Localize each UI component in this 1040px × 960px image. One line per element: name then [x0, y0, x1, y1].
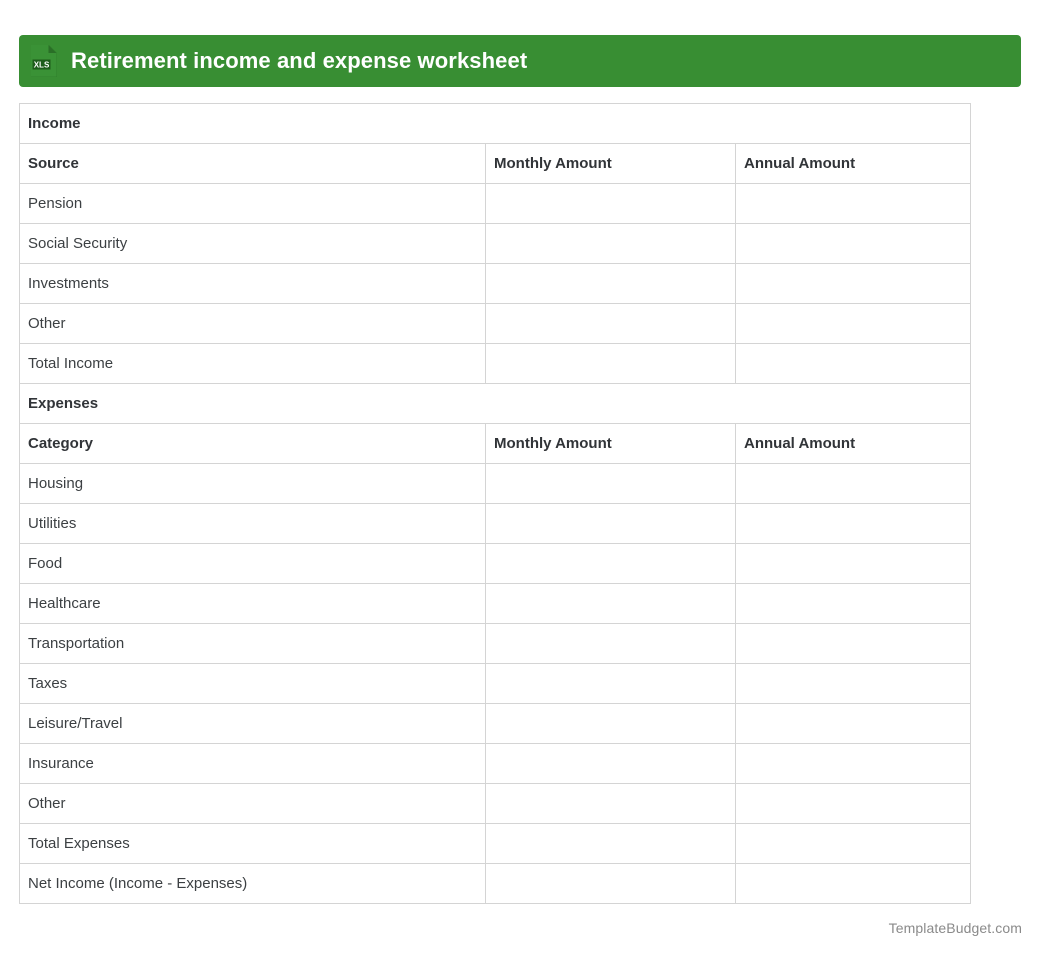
column-header-annual-amount-expenses: Annual Amount [736, 424, 971, 464]
cell-food-annual[interactable] [736, 544, 971, 584]
section-header-row-income [20, 104, 971, 144]
table-row [20, 264, 971, 304]
table-row [20, 344, 971, 384]
retirement-worksheet-table [19, 103, 971, 904]
column-header-category: Category [20, 424, 486, 464]
cell-investments-monthly[interactable] [486, 264, 736, 304]
column-header-source: Source [20, 144, 486, 184]
page-header-bar [19, 35, 1021, 87]
cell-utilities-annual[interactable] [736, 504, 971, 544]
table-row [20, 224, 971, 264]
cell-leisure-travel-annual[interactable] [736, 704, 971, 744]
table-row [20, 624, 971, 664]
row-label-net-income: Net Income (Income - Expenses) [20, 864, 486, 904]
cell-leisure-travel-monthly[interactable] [486, 704, 736, 744]
row-label-expenses-other: Other [20, 784, 486, 824]
cell-total-expenses-monthly[interactable] [486, 824, 736, 864]
cell-healthcare-monthly[interactable] [486, 584, 736, 624]
cell-taxes-monthly[interactable] [486, 664, 736, 704]
column-header-row-income [20, 144, 971, 184]
table-row [20, 664, 971, 704]
cell-total-expenses-annual[interactable] [736, 824, 971, 864]
row-label-total-expenses: Total Expenses [20, 824, 486, 864]
cell-total-income-monthly[interactable] [486, 344, 736, 384]
table-row [20, 304, 971, 344]
table-row [20, 864, 971, 904]
row-label-insurance: Insurance [20, 744, 486, 784]
table-row [20, 504, 971, 544]
cell-total-income-annual[interactable] [736, 344, 971, 384]
cell-investments-annual[interactable] [736, 264, 971, 304]
cell-income-other-annual[interactable] [736, 304, 971, 344]
table-row [20, 744, 971, 784]
cell-net-income-annual[interactable] [736, 864, 971, 904]
cell-utilities-monthly[interactable] [486, 504, 736, 544]
row-label-pension: Pension [20, 184, 486, 224]
svg-text:XLS: XLS [33, 60, 50, 70]
cell-net-income-monthly[interactable] [486, 864, 736, 904]
table-row [20, 184, 971, 224]
row-label-investments: Investments [20, 264, 486, 304]
column-header-row-expenses [20, 424, 971, 464]
cell-taxes-annual[interactable] [736, 664, 971, 704]
cell-expenses-other-annual[interactable] [736, 784, 971, 824]
row-label-housing: Housing [20, 464, 486, 504]
row-label-food: Food [20, 544, 486, 584]
cell-expenses-other-monthly[interactable] [486, 784, 736, 824]
column-header-monthly-amount-income: Monthly Amount [486, 144, 736, 184]
table-row [20, 464, 971, 504]
cell-housing-monthly[interactable] [486, 464, 736, 504]
section-title-income: Income [20, 104, 971, 144]
cell-insurance-annual[interactable] [736, 744, 971, 784]
row-label-utilities: Utilities [20, 504, 486, 544]
cell-pension-annual[interactable] [736, 184, 971, 224]
table-row [20, 584, 971, 624]
table-row [20, 824, 971, 864]
row-label-income-other: Other [20, 304, 486, 344]
row-label-total-income: Total Income [20, 344, 486, 384]
cell-transportation-monthly[interactable] [486, 624, 736, 664]
column-header-monthly-amount-expenses: Monthly Amount [486, 424, 736, 464]
cell-food-monthly[interactable] [486, 544, 736, 584]
row-label-transportation: Transportation [20, 624, 486, 664]
row-label-leisure-travel: Leisure/Travel [20, 704, 486, 744]
xls-file-icon [30, 44, 58, 78]
table-row [20, 544, 971, 584]
column-header-annual-amount-income: Annual Amount [736, 144, 971, 184]
cell-transportation-annual[interactable] [736, 624, 971, 664]
table-row [20, 704, 971, 744]
table-row [20, 784, 971, 824]
worksheet-body [20, 104, 971, 904]
cell-social-security-annual[interactable] [736, 224, 971, 264]
cell-pension-monthly[interactable] [486, 184, 736, 224]
page-title: Retirement income and expense worksheet [71, 48, 528, 73]
cell-housing-annual[interactable] [736, 464, 971, 504]
row-label-taxes: Taxes [20, 664, 486, 704]
cell-insurance-monthly[interactable] [486, 744, 736, 784]
section-title-expenses: Expenses [20, 384, 971, 424]
cell-income-other-monthly[interactable] [486, 304, 736, 344]
row-label-social-security: Social Security [20, 224, 486, 264]
section-header-row-expenses [20, 384, 971, 424]
cell-healthcare-annual[interactable] [736, 584, 971, 624]
cell-social-security-monthly[interactable] [486, 224, 736, 264]
row-label-healthcare: Healthcare [20, 584, 486, 624]
footer-attribution: TemplateBudget.com [888, 920, 1022, 936]
